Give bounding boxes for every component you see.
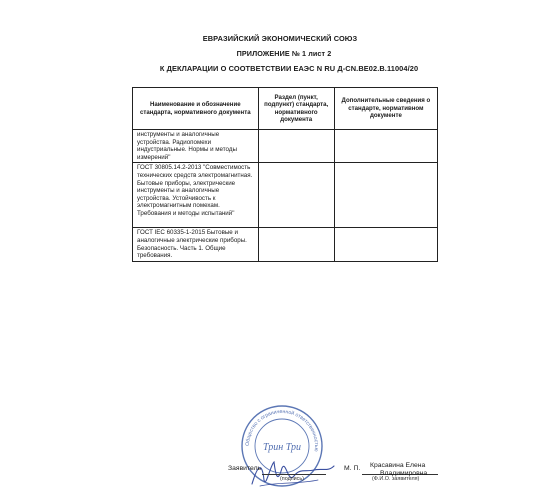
table-row: [133, 163, 438, 228]
column-header-standard: Наименование и обозначение стандарта, нормативного документа: [133, 88, 259, 130]
table-row: [133, 130, 438, 163]
table-cell-additional: [334, 163, 437, 228]
table-cell-additional: [334, 228, 437, 261]
column-header-additional: Дополнительные сведения о стандарте, нормативном документе: [334, 88, 437, 130]
column-header-section: Раздел (пункт, подпункт) стандарта, нормативного документа: [258, 88, 334, 130]
table-row: [133, 228, 438, 261]
standards-table: [132, 87, 438, 262]
table-cell-standard: ГОСТ IEC 60335-1-2015 Бытовые и аналогичные электрические приборы. Безопасность. Часть 1. Общие требования.: [133, 228, 259, 261]
stamp-center-text: Трин Три: [262, 442, 302, 453]
table-cell-section: [258, 228, 334, 261]
table-cell-section: [258, 163, 334, 228]
stamp-ring-text: Общество с ограниченной ответственностью: [244, 408, 320, 452]
signature-line: [262, 474, 326, 475]
declaration-title: К ДЕКЛАРАЦИИ О СООТВЕТСТВИИ ЕАЭС N RU Д-CN.ВЕ02.В.11004/20: [159, 64, 419, 73]
name-caption: (Ф.И.О. заявителя): [372, 476, 420, 482]
signer-name-first: Красавина Елена: [370, 462, 426, 469]
union-title: ЕВРАЗИЙСКИЙ ЭКОНОМИЧЕСКИЙ СОЮЗ: [202, 34, 358, 43]
table-header-row: [133, 88, 438, 130]
signature-caption: (подпись): [280, 476, 304, 482]
applicant-signature: [248, 454, 338, 490]
table-cell-standard: ГОСТ 30805.14.2-2013 "Совместимость технических средств электромагнитная. Бытовые приборы, электрические инструменты и аналогичные устройства. Устойчивость к электромагнитным помехам. Требования и методы испытаний": [133, 163, 259, 228]
signer-name-second: Владимировна: [380, 470, 428, 477]
table-cell-standard: инструменты и аналогичные устройства. Радиопомехи индустриальные. Нормы и методы измерений": [133, 130, 259, 163]
appendix-title: ПРИЛОЖЕНИЕ № 1 лист 2: [236, 49, 332, 58]
applicant-label: Заявитель: [228, 465, 262, 472]
seal-place-label: М. П.: [344, 465, 361, 472]
table-cell-section: [258, 130, 334, 163]
table-cell-additional: [334, 130, 437, 163]
